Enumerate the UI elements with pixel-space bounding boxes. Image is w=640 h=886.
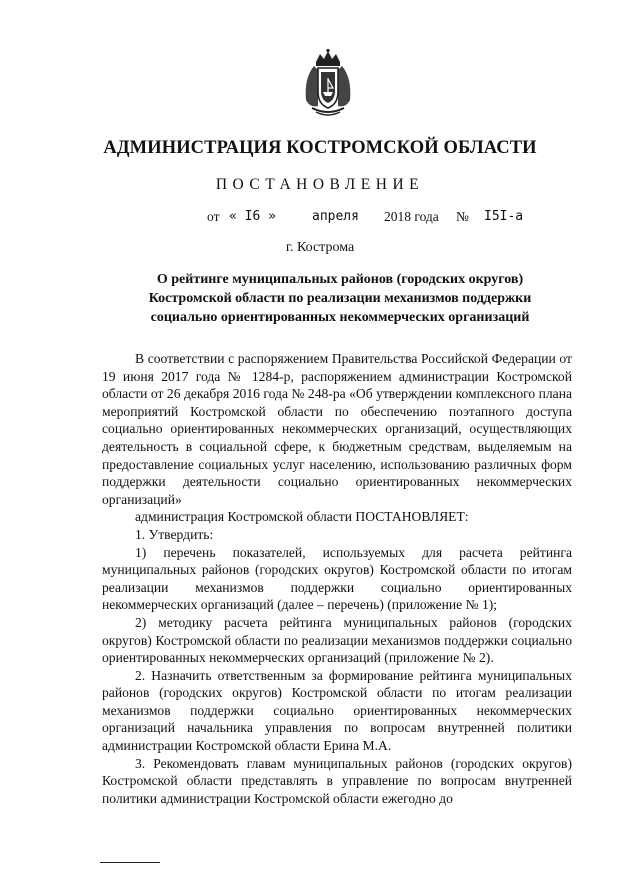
- date-number-line: [0, 209, 640, 227]
- subject-line: социально ориентированных некоммерческих организаций: [150, 310, 530, 325]
- item-1: 1. Утвердить:: [135, 526, 214, 542]
- date-month: апреля: [312, 209, 359, 224]
- document-subject: [100, 270, 580, 327]
- document-type: ПОСТАНОВЛЕНИЕ: [215, 176, 425, 193]
- date-prefix: от: [207, 209, 220, 224]
- date-day: « I6 »: [229, 209, 276, 224]
- item-1-subitem-1: 1) перечень показателей, используемых для расчета рейтинга муниципальных районов (городских округов) Костромской области по итогам реализации механизмов поддержки социально ориентированных некоммерческих организаций (далее – перечень) (приложение № 1);: [102, 544, 572, 613]
- item-2: 2. Назначить ответственным за формирование рейтинга муниципальных районов (городских округов) Костромской области по итогам реализации механизмов поддержки социально ориентированных некоммерческих организаций начальника управления по вопросам внутренней политики администрации Костромской области Ерина М.А.: [102, 667, 572, 754]
- document-number: I5I-а: [484, 209, 524, 224]
- organization-title: АДМИНИСТРАЦИЯ КОСТРОМСКОЙ ОБЛАСТИ: [103, 138, 537, 158]
- number-sign: №: [456, 209, 469, 224]
- coat-of-arms-icon: [300, 48, 356, 118]
- resolution-clause: администрация Костромской области ПОСТАНОВЛЯЕТ:: [135, 509, 469, 525]
- item-1-subitem-2: 2) методику расчета рейтинга муниципальных районов (городских округов) Костромской области по реализации механизмов поддержки социально ориентированных некоммерческих организаций (приложение № 2).: [102, 614, 572, 666]
- subject-line: О рейтинге муниципальных районов (городских округов): [156, 272, 524, 287]
- item-3: 3. Рекомендовать главам муниципальных районов (городских округов) Костромской области представлять в управление по вопросам внутренней политики администрации Костромской области ежегодно до: [102, 755, 572, 806]
- subject-line: Костромской области по реализации механизмов поддержки: [148, 291, 532, 306]
- preamble-paragraph: В соответствии с распоряжением Правительства Российской Федерации от 19 июня 2017 года № 1284-р, распоряжением администрации Костромской области от 26 декабря 2016 года № 248-ра «Об утверждении комплексного плана мероприятий Костромской области по обеспечению поэтапного доступа социально ориентированных некоммерческих организаций, осуществляющих деятельность в социальной сфере, к бюджетным средствам, выделяемым на предоставление социальных услуг населению, использованию различных форм поддержки деятельности социально ориентированных некоммерческих организаций»: [102, 351, 572, 507]
- city-name: г. Кострома: [285, 240, 355, 255]
- document-body: [102, 350, 572, 807]
- footer-rule: [100, 862, 160, 863]
- date-year: 2018 года: [384, 209, 439, 224]
